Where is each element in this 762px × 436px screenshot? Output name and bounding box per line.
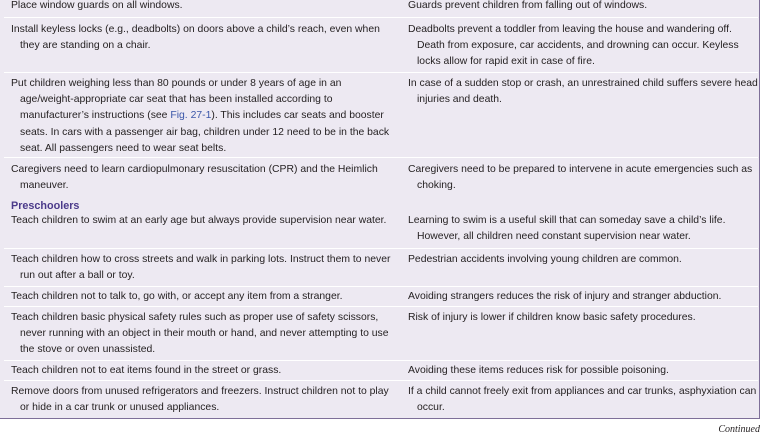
action-cell: Install keyless locks (e.g., deadbolts) on doors above a child’s reach, even when they are standing on a chair. <box>11 24 380 52</box>
row-divider <box>4 380 758 381</box>
row-divider <box>4 17 758 18</box>
row-divider <box>4 286 758 287</box>
section-heading: Preschoolers <box>11 200 80 212</box>
action-text: Put children weighing less than 80 pounds or under 8 years of age in an age/weight-appropriate car seat that has been installed according to manufacturer’s instructions (see <box>11 78 342 122</box>
action-cell: Teach children how to cross streets and walk in parking lots. Instruct them to never run out after a ball or toy. <box>11 254 391 282</box>
rationale-cell: Pedestrian accidents involving young children are common. <box>408 254 682 265</box>
action-cell: Caregivers need to learn cardiopulmonary resuscitation (CPR) and the Heimlich maneuver. <box>11 164 378 192</box>
continued-label: Continued <box>718 424 760 435</box>
action-cell: Place window guards on all windows. <box>11 0 183 11</box>
action-cell: Teach children not to eat items found in the street or grass. <box>11 365 282 376</box>
figure-link[interactable]: Fig. 27-1 <box>170 110 212 122</box>
row-divider <box>4 248 758 249</box>
action-cell: Teach children not to talk to, go with, or accept any item from a stranger. <box>11 291 343 302</box>
action-cell <box>11 76 392 157</box>
action-cell: Teach children to swim at an early age but always provide supervision near water. <box>11 215 387 226</box>
row-divider <box>4 157 758 158</box>
row-divider <box>4 72 758 73</box>
rationale-cell: Avoiding these items reduces risk for possible poisoning. <box>408 365 669 376</box>
row-divider <box>4 360 758 361</box>
action-cell: Remove doors from unused refrigerators and freezers. Instruct children not to play or hide in a car trunk or unused appliances. <box>11 386 389 414</box>
action-text: ). This includes car seats and booster seats. In cars with a passenger air bag, children under 12 need to be in the back seat. All passengers need to wear seat belts. <box>20 110 390 154</box>
rationale-cell: In case of a sudden stop or crash, an unrestrained child suffers severe head injuries and death. <box>408 78 758 106</box>
rationale-cell: Guards prevent children from falling out of windows. <box>408 0 648 11</box>
rationale-cell: Caregivers need to be prepared to intervene in acute emergencies such as choking. <box>408 164 753 192</box>
rationale-cell: Avoiding strangers reduces the risk of injury and stranger abduction. <box>408 291 722 302</box>
rationale-cell: Deadbolts prevent a toddler from leaving the house and wandering off. Death from exposure, car accidents, and drowning can occur. Keyless locks allow for rapid exit in case of fire. <box>408 24 739 68</box>
rationale-cell: If a child cannot freely exit from appliances and car trunks, asphyxiation can occur. <box>408 386 757 414</box>
rationale-cell: Learning to swim is a useful skill that can someday save a child’s life. However, all children need constant supervision near water. <box>408 215 726 243</box>
action-cell: Teach children basic physical safety rules such as proper use of safety scissors, never running with an object in their mouth or hand, and never attempting to use the stove or oven unassisted. <box>11 312 389 356</box>
row-divider <box>4 306 758 307</box>
rationale-cell: Risk of injury is lower if children know basic safety procedures. <box>408 312 696 323</box>
